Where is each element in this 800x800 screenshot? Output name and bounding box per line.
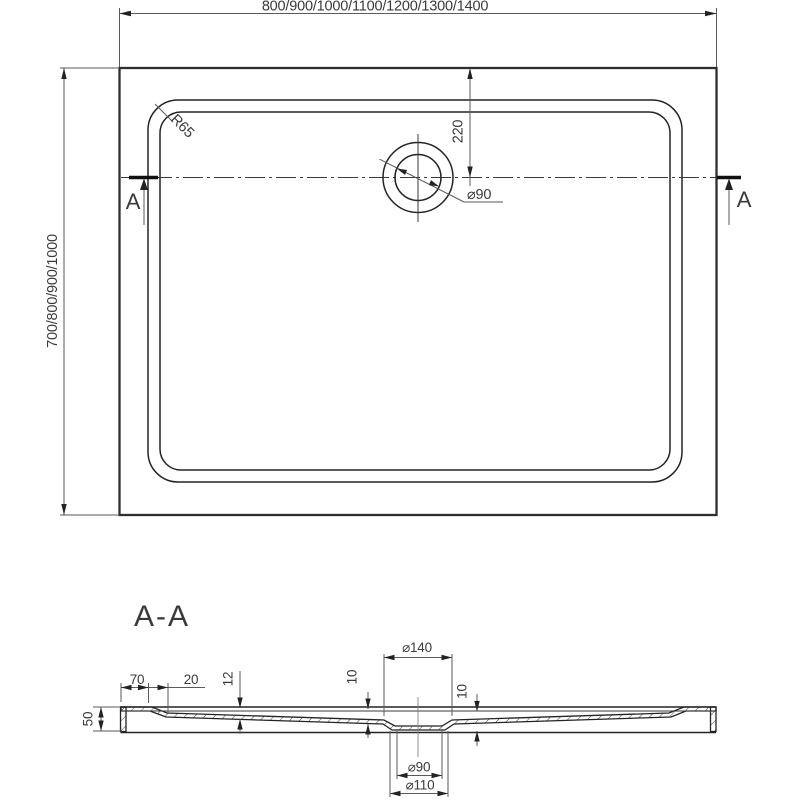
arrowhead (98, 707, 103, 718)
arrowhead (384, 655, 395, 660)
section-view (81, 600, 717, 797)
corner-radius-label: R65 (167, 111, 197, 142)
drain-offset-label: 220 (450, 119, 467, 144)
arrowhead (61, 504, 66, 515)
height-dimension-label: 700/800/900/1000 (45, 234, 61, 348)
arrowhead (158, 685, 169, 690)
width-dimension-label: 800/900/1000/1100/1200/1300/1400 (261, 0, 489, 15)
waste-diameter-label: ⌀110 (405, 777, 435, 793)
arrowhead (120, 11, 132, 17)
drop-right-label: 10 (454, 684, 470, 699)
drain-diameter-label: ⌀90 (467, 187, 492, 203)
arrowhead (705, 11, 717, 17)
arrowhead (390, 791, 401, 796)
floor-shell-section (121, 707, 716, 730)
section-title: A-A (133, 600, 191, 633)
arrowhead (442, 655, 453, 660)
arrowhead (61, 68, 66, 79)
slope-width-label: 20 (183, 672, 199, 687)
basin-inner-edge (160, 112, 670, 470)
flange-width-label: 70 (129, 672, 145, 687)
section-letter-left: A (125, 189, 141, 214)
arrowhead (365, 724, 370, 735)
arrowhead (397, 169, 407, 175)
arrowhead (237, 719, 242, 730)
basin-depth-label: 12 (220, 671, 236, 687)
section-arrow-left (140, 179, 148, 191)
tray-height-label: 50 (80, 711, 96, 727)
top-view (45, 0, 752, 515)
drain-hole-label: ⌀90 (407, 759, 431, 775)
section-arrow-right (725, 179, 733, 191)
arrowhead (438, 791, 449, 796)
drop-left-label: 10 (344, 669, 360, 685)
arrowhead (98, 721, 103, 732)
section-letter-right: A (736, 187, 752, 212)
arrowhead (467, 167, 472, 178)
arrowhead (467, 68, 472, 79)
basin-outer-edge (148, 100, 682, 482)
recess-diameter-label: ⌀140 (402, 640, 432, 655)
